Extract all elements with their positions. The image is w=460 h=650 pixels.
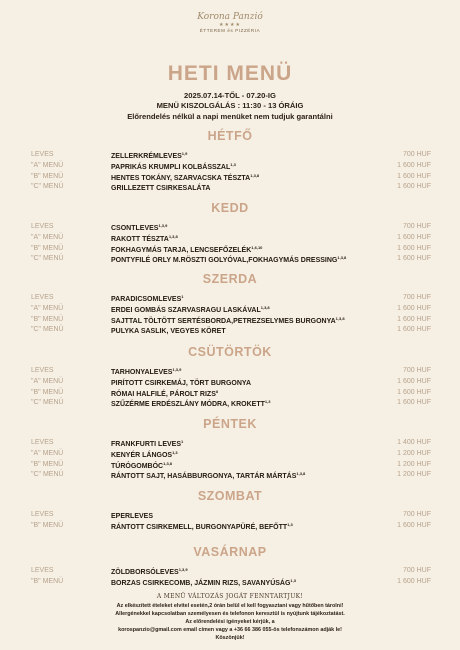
menu-label: LEVES <box>31 151 54 158</box>
price: 1 600 HUF <box>397 326 431 334</box>
allergen-codes: 1,3,8 <box>337 255 347 261</box>
menu-label: "A" MENÜ <box>31 449 64 457</box>
allergen-codes: 1,3 <box>287 521 293 527</box>
menu-label: "B" MENÜ <box>31 388 64 396</box>
price: 700 HUF <box>402 511 431 518</box>
menu-row <box>31 245 431 255</box>
allergen-codes: 1,6,10 <box>251 244 263 250</box>
menu-label: "A" MENÜ <box>31 377 64 385</box>
date-range: 2025.07.14-TŐL - 07.20-IG <box>184 91 276 100</box>
price: 1 600 HUF <box>397 255 431 263</box>
dish-text: KENYÉR LÁNGOS <box>111 451 173 459</box>
dish-name <box>111 245 262 254</box>
dish-name <box>111 183 210 192</box>
dish-name <box>111 173 259 182</box>
serving-hours: MENÜ KISZOLGÁLÁS : 11:30 - 13 ÓRÁIG <box>156 101 304 110</box>
menu-label: LEVES <box>31 294 54 301</box>
day-heading: KEDD <box>211 201 249 215</box>
price: 1 600 HUF <box>397 315 431 323</box>
allergen-codes: 1,3 <box>264 399 271 405</box>
day-heading: HÉTFŐ <box>207 129 253 143</box>
menu-row <box>31 294 431 304</box>
price: 1 600 HUF <box>397 244 431 252</box>
allergen-codes: 1 <box>181 439 184 444</box>
dish-name <box>111 578 296 587</box>
allergen-codes: 1,3 <box>172 449 178 455</box>
logo-stars: ★★★★ <box>219 22 241 28</box>
dish-text: RAKOTT TÉSZTA <box>111 235 169 243</box>
menu-row <box>31 255 431 265</box>
allergen-codes: 1,3 <box>230 161 236 167</box>
menu-row <box>31 316 431 326</box>
menu-label: "B" MENÜ <box>31 315 64 323</box>
day-heading: SZOMBAT <box>197 489 263 503</box>
dish-name <box>111 461 172 470</box>
menu-row <box>31 223 431 233</box>
allergen-codes: 1,3,9 <box>158 223 168 228</box>
menu-label: LEVES <box>31 439 54 446</box>
menu-label: "B" MENÜ <box>31 244 64 252</box>
price: 700 HUF <box>402 151 431 158</box>
dish-name <box>111 367 181 376</box>
menu-label: LEVES <box>31 223 54 230</box>
menu-label: "C" MENÜ <box>31 183 64 191</box>
price: 1 400 HUF <box>397 439 431 446</box>
price: 1 600 HUF <box>397 161 431 169</box>
dish-text: SAJTTAL TÖLTÖTT SERTÉSBORDA,PETREZSELYMES BURGONYA <box>111 317 336 325</box>
menu-label: "B" MENÜ <box>31 172 64 180</box>
menu-label: "C" MENÜ <box>31 471 64 479</box>
menu-label: "C" MENÜ <box>31 399 64 407</box>
allergen-codes: 1,3,8 <box>163 460 173 466</box>
dish-name <box>111 151 187 160</box>
dish-name <box>111 326 226 335</box>
footer-line: Az előrendelési igényeket kérjük, a <box>185 619 275 625</box>
menu-row <box>31 162 431 172</box>
menu-label: LEVES <box>31 511 54 518</box>
price: 700 HUF <box>402 294 431 301</box>
allergen-codes: 1,3,8 <box>296 471 306 477</box>
dish-text: RÁNTOTT SAJT, HASÁBBURGONYA, TARTÁR MÁRTÁS <box>111 473 297 481</box>
allergen-codes: 1,3,9 <box>172 367 182 372</box>
allergen-codes: 1,3,8 <box>335 315 345 321</box>
dish-name <box>111 567 188 576</box>
day-heading: VASÁRNAP <box>193 545 267 559</box>
dish-name <box>111 162 236 171</box>
dish-name <box>111 439 183 448</box>
dish-text: ERDEI GOMBÁS SZARVASRAGU LASKÁVAL <box>111 306 261 314</box>
dish-text: PULYKA SASLIK, VEGYES KÖRET <box>111 328 226 336</box>
menu-row <box>31 173 431 183</box>
price: 1 600 HUF <box>397 388 431 396</box>
menu-row <box>31 471 431 481</box>
page-title: HETI MENÜ <box>167 62 293 85</box>
dish-name <box>111 234 178 243</box>
menu-row <box>31 399 431 409</box>
dish-text: SZŰZÉRME ERDÉSZLÁNY MÓDRA, KROKETT <box>111 401 265 409</box>
allergen-codes: 1 <box>181 294 184 299</box>
menu-label: LEVES <box>31 367 54 374</box>
price: 1 200 HUF <box>397 449 431 457</box>
menu-row <box>31 151 431 161</box>
day-heading: CSÜTÖRTÖK <box>188 345 272 359</box>
dish-text: RÁNTOTT CSIRKEMELL, BURGONYAPÜRÉ, BEFŐTT <box>111 523 288 531</box>
price: 1 600 HUF <box>397 377 431 385</box>
dish-text: GRILLEZETT CSIRKESALÁTA <box>111 185 211 193</box>
logo-subtitle: ÉTTEREM és PIZZÉRIA <box>199 28 261 33</box>
dish-text: ZELLERKRÉMLEVES <box>111 153 182 160</box>
dish-text: RÓMAI HALFILÉ, PÁROLT RIZS <box>111 390 216 398</box>
dish-name <box>111 389 218 398</box>
allergen-codes: 1,3,8 <box>168 233 178 239</box>
price: 1 600 HUF <box>397 399 431 407</box>
dish-name <box>111 522 293 531</box>
price: 1 600 HUF <box>397 304 431 312</box>
dish-text: PONTYFILÉ ORLY M.RÖSZTI GOLYÓVAL,FOKHAGYMÁS DRESSING <box>111 257 338 265</box>
allergen-codes: 8 <box>215 388 219 394</box>
dish-name <box>111 511 153 520</box>
footer-line: Allergénekkel kapcsolatban személyesen és telefonon keresztül is nyújtunk tájékoztatást. <box>115 611 345 617</box>
price: 1 200 HUF <box>397 471 431 479</box>
preorder-notice: Előrendelés nélkül a napi menüket nem tudjuk garantálni <box>127 112 333 121</box>
footer-line: Az elkészített ételeket elvitel esetén,2 órán belül el kell fogyasztani vagy hűtőben tárolni! <box>116 603 344 609</box>
allergen-codes: 1,3,8 <box>250 172 260 178</box>
price: 1 200 HUF <box>397 460 431 468</box>
allergen-codes: 1,9 <box>181 151 188 156</box>
menu-row <box>31 439 431 449</box>
dish-text: HENTES TOKÁNY, SZARVACSKA TÉSZTA <box>111 174 251 182</box>
dish-text: CSONTLEVES <box>111 225 159 232</box>
allergen-codes: 1,3,8 <box>260 304 270 310</box>
dish-text: PARADICSOMLEVES <box>111 296 182 303</box>
menu-label: LEVES <box>31 567 54 574</box>
menu-row <box>31 326 431 336</box>
dish-text: BORZAS CSIRKECOMB, JÁZMIN RIZS, SAVANYÚSÁG <box>111 579 291 587</box>
menu-label: "A" MENÜ <box>31 233 64 241</box>
dish-name <box>111 471 305 480</box>
price: 1 600 HUF <box>397 183 431 191</box>
dish-text: TÚRÓGOMBÓC <box>111 462 164 470</box>
menu-row <box>31 367 431 377</box>
dish-name <box>111 378 251 387</box>
menu-row <box>31 522 431 532</box>
dish-text: FRANKFURTI LEVES <box>111 441 181 448</box>
dish-name <box>111 305 270 314</box>
menu-row <box>31 234 431 244</box>
menu-row <box>31 378 431 388</box>
day-heading: SZERDA <box>202 272 258 286</box>
menu-row <box>31 511 431 521</box>
rights-notice: A MENÜ VÁLTOZÁS JOGÁT FENNTARTJUK! <box>156 593 304 600</box>
menu-row <box>31 578 431 588</box>
dish-text: PIRÍTOTT CSIRKEMÁJ, TÖRT BURGONYA <box>111 379 252 387</box>
menu-label: "A" MENÜ <box>31 304 64 312</box>
dish-name <box>111 294 184 303</box>
price: 1 600 HUF <box>397 233 431 241</box>
menu-row <box>31 389 431 399</box>
menu-row <box>31 183 431 193</box>
dish-name <box>111 450 178 459</box>
dish-text: PAPRIKÁS KRUMPLI KOLBÁSSZAL <box>111 163 231 171</box>
menu-label: "B" MENÜ <box>31 521 64 529</box>
dish-name <box>111 223 167 232</box>
price: 700 HUF <box>402 223 431 230</box>
price: 1 600 HUF <box>397 521 431 529</box>
dish-text: ZÖLDBORSÓLEVES <box>111 569 179 576</box>
logo-name: Korona Panzió <box>197 12 263 22</box>
menu-row <box>31 450 431 460</box>
menu-row <box>31 461 431 471</box>
dish-name <box>111 316 345 325</box>
dish-text: TARHONYALEVES <box>111 369 173 376</box>
menu-label: "A" MENÜ <box>31 161 64 169</box>
menu-label: "B" MENÜ <box>31 460 64 468</box>
allergen-codes: 1,3,9 <box>178 567 188 572</box>
menu-label: "C" MENÜ <box>31 255 64 263</box>
price: 700 HUF <box>402 567 431 574</box>
price: 700 HUF <box>402 367 431 374</box>
footer-line: Köszönjük! <box>215 635 245 641</box>
allergen-codes: 1,3 <box>290 577 296 583</box>
price: 1 600 HUF <box>397 577 431 585</box>
menu-row <box>31 305 431 315</box>
dish-text: EPERLEVES <box>111 513 154 520</box>
menu-label: "B" MENÜ <box>31 577 64 585</box>
logo <box>0 12 460 33</box>
menu-label: "C" MENÜ <box>31 326 64 334</box>
day-heading: PÉNTEK <box>203 417 257 431</box>
price: 1 600 HUF <box>397 172 431 180</box>
dish-name <box>111 399 270 408</box>
footer-line: korospanzio@gmail.com email címen vagy a +36 66 386 055-ös telefonszámon adják le! <box>118 627 342 633</box>
menu-row <box>31 567 431 577</box>
dish-name <box>111 255 346 264</box>
dish-text: FOKHAGYMÁS TARJA, LENCSEFŐZELÉK <box>111 246 252 254</box>
